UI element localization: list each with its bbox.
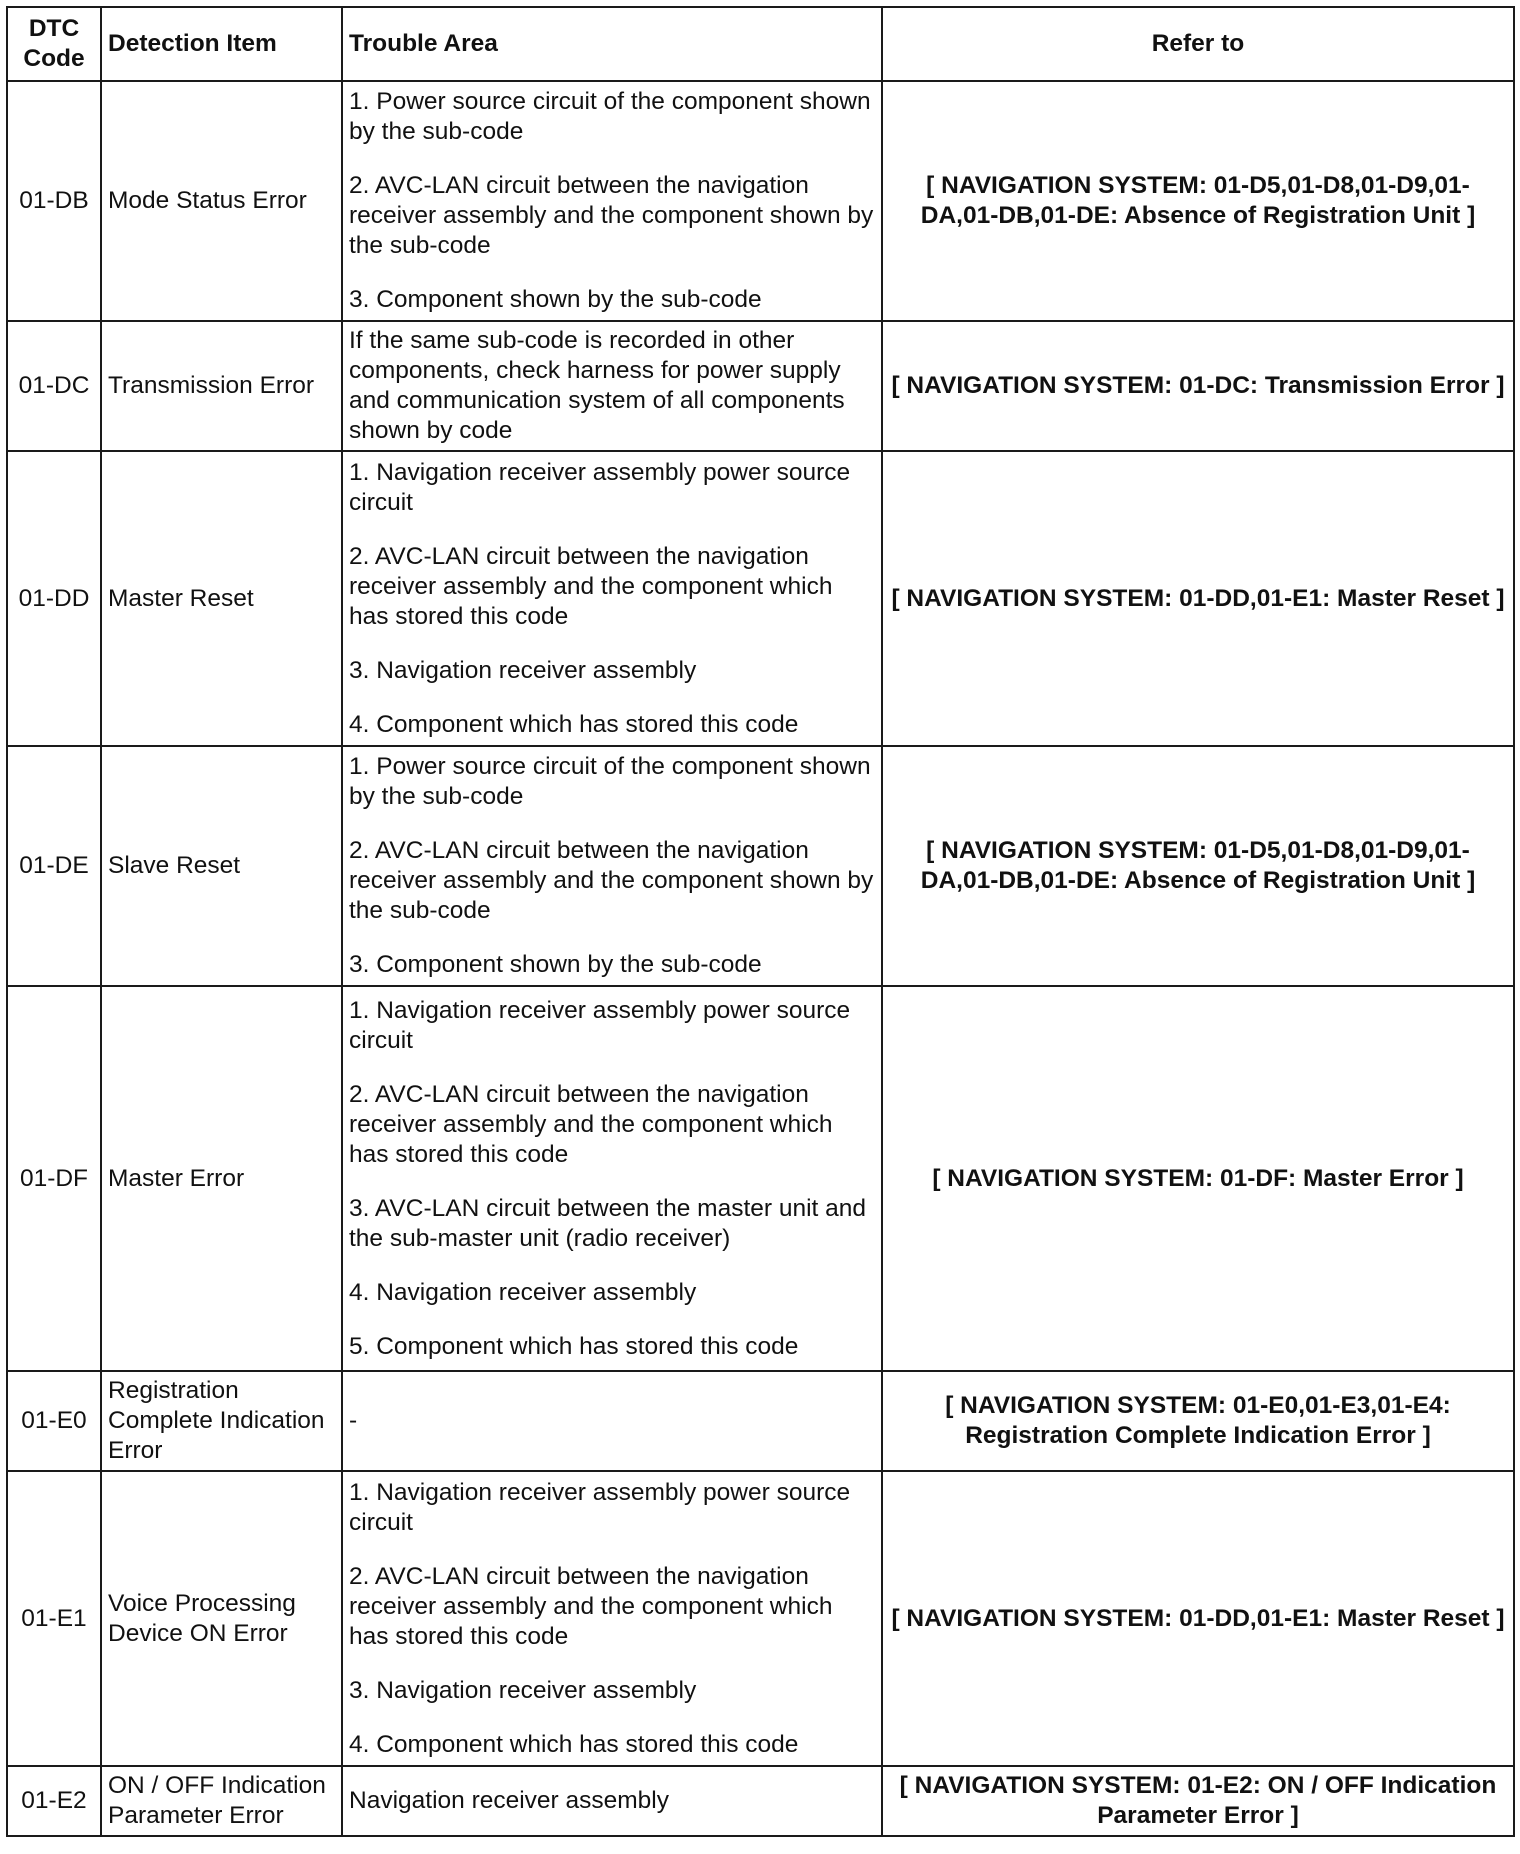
table-row xyxy=(7,321,1514,451)
refer-to-link[interactable]: [ NAVIGATION SYSTEM: 01-D5,01-D8,01-D9,01-DA,01-DB,01-DE: Absence of Registration Unit ] xyxy=(882,81,1514,321)
trouble-area-line: 2. AVC-LAN circuit between the navigation receiver assembly and the component shown by the sub-code xyxy=(349,837,874,924)
trouble-area-cell xyxy=(342,81,882,321)
trouble-area-cell xyxy=(342,451,882,746)
trouble-area-line: 2. AVC-LAN circuit between the navigation receiver assembly and the component which has stored this code xyxy=(349,1562,833,1650)
trouble-area-line: 1. Power source circuit of the component shown by the sub-code xyxy=(349,88,871,145)
detection-item-cell: ON / OFF Indication Parameter Error xyxy=(101,1766,342,1836)
refer-to-link[interactable]: [ NAVIGATION SYSTEM: 01-DD,01-E1: Master Reset ] xyxy=(882,1471,1514,1766)
trouble-area-line: 2. AVC-LAN circuit between the navigation receiver assembly and the component which has stored this code xyxy=(349,542,833,630)
dtc-code-cell: 01-E1 xyxy=(7,1471,101,1766)
detection-item-cell: Mode Status Error xyxy=(101,81,342,321)
trouble-area-line: - xyxy=(349,1407,358,1434)
table-row xyxy=(7,81,1514,321)
detection-item-cell: Master Error xyxy=(101,986,342,1371)
refer-to-link[interactable]: [ NAVIGATION SYSTEM: 01-E0,01-E3,01-E4: Registration Complete Indication Error ] xyxy=(882,1371,1514,1471)
refer-to-link[interactable]: [ NAVIGATION SYSTEM: 01-DF: Master Error ] xyxy=(882,986,1514,1371)
refer-to-link[interactable]: [ NAVIGATION SYSTEM: 01-DD,01-E1: Master Reset ] xyxy=(882,451,1514,746)
trouble-area-line: 3. AVC-LAN circuit between the master unit and the sub-master unit (radio receiver) xyxy=(349,1194,867,1252)
trouble-area-line: 4. Component which has stored this code xyxy=(349,1730,799,1758)
table-row xyxy=(7,746,1514,986)
table-row xyxy=(7,1371,1514,1471)
trouble-area-line: 3. Component shown by the sub-code xyxy=(349,286,762,313)
dtc-code-cell: 01-DE xyxy=(7,746,101,986)
trouble-area-cell xyxy=(342,1766,882,1836)
trouble-area-line: 3. Component shown by the sub-code xyxy=(349,951,762,978)
table-row xyxy=(7,451,1514,746)
trouble-area-line: 5. Component which has stored this code xyxy=(349,1332,799,1360)
header-refer-to: Refer to xyxy=(882,7,1514,81)
dtc-code-cell: 01-DB xyxy=(7,81,101,321)
header-trouble-area: Trouble Area xyxy=(342,7,882,81)
trouble-area-line: 1. Navigation receiver assembly power source circuit xyxy=(349,458,851,516)
dtc-code-cell: 01-DC xyxy=(7,321,101,451)
trouble-area-line: 1. Navigation receiver assembly power source circuit xyxy=(349,1478,851,1536)
dtc-code-cell: 01-DF xyxy=(7,986,101,1371)
trouble-area-cell xyxy=(342,1371,882,1471)
trouble-area-line: Navigation receiver assembly xyxy=(349,1787,669,1814)
trouble-area-cell xyxy=(342,1471,882,1766)
trouble-area-cell xyxy=(342,746,882,986)
refer-to-link[interactable]: [ NAVIGATION SYSTEM: 01-D5,01-D8,01-D9,01-DA,01-DB,01-DE: Absence of Registration Unit ] xyxy=(882,746,1514,986)
refer-to-link[interactable]: [ NAVIGATION SYSTEM: 01-E2: ON / OFF Indication Parameter Error ] xyxy=(882,1766,1514,1836)
table-row xyxy=(7,1471,1514,1766)
header-detection-item: Detection Item xyxy=(101,7,342,81)
trouble-area-cell xyxy=(342,986,882,1371)
trouble-area-line: 2. AVC-LAN circuit between the navigation receiver assembly and the component shown by the sub-code xyxy=(349,172,874,259)
refer-to-link[interactable]: [ NAVIGATION SYSTEM: 01-DC: Transmission Error ] xyxy=(882,321,1514,451)
dtc-table xyxy=(6,6,1515,1837)
trouble-area-line: 2. AVC-LAN circuit between the navigation receiver assembly and the component which has stored this code xyxy=(349,1080,833,1168)
table-row xyxy=(7,986,1514,1371)
trouble-area-line: If the same sub-code is recorded in other components, check harness for power supply and communication system of all components shown by code xyxy=(349,327,845,444)
trouble-area-line: 3. Navigation receiver assembly xyxy=(349,1676,697,1704)
table-row xyxy=(7,1766,1514,1836)
trouble-area-cell xyxy=(342,321,882,451)
trouble-area-line: 4. Navigation receiver assembly xyxy=(349,1278,697,1306)
trouble-area-line: 1. Power source circuit of the component shown by the sub-code xyxy=(349,753,871,810)
trouble-area-line: 3. Navigation receiver assembly xyxy=(349,656,697,684)
dtc-code-cell: 01-DD xyxy=(7,451,101,746)
dtc-code-cell: 01-E0 xyxy=(7,1371,101,1471)
detection-item-cell: Slave Reset xyxy=(101,746,342,986)
dtc-code-cell: 01-E2 xyxy=(7,1766,101,1836)
trouble-area-line: 4. Component which has stored this code xyxy=(349,710,799,738)
trouble-area-line: 1. Navigation receiver assembly power source circuit xyxy=(349,996,851,1054)
detection-item-cell: Master Reset xyxy=(101,451,342,746)
detection-item-cell: Registration Complete Indication Error xyxy=(101,1371,342,1471)
detection-item-cell: Voice Processing Device ON Error xyxy=(101,1471,342,1766)
header-row xyxy=(7,7,1514,81)
detection-item-cell: Transmission Error xyxy=(101,321,342,451)
header-dtc-code: DTC Code xyxy=(7,7,101,81)
